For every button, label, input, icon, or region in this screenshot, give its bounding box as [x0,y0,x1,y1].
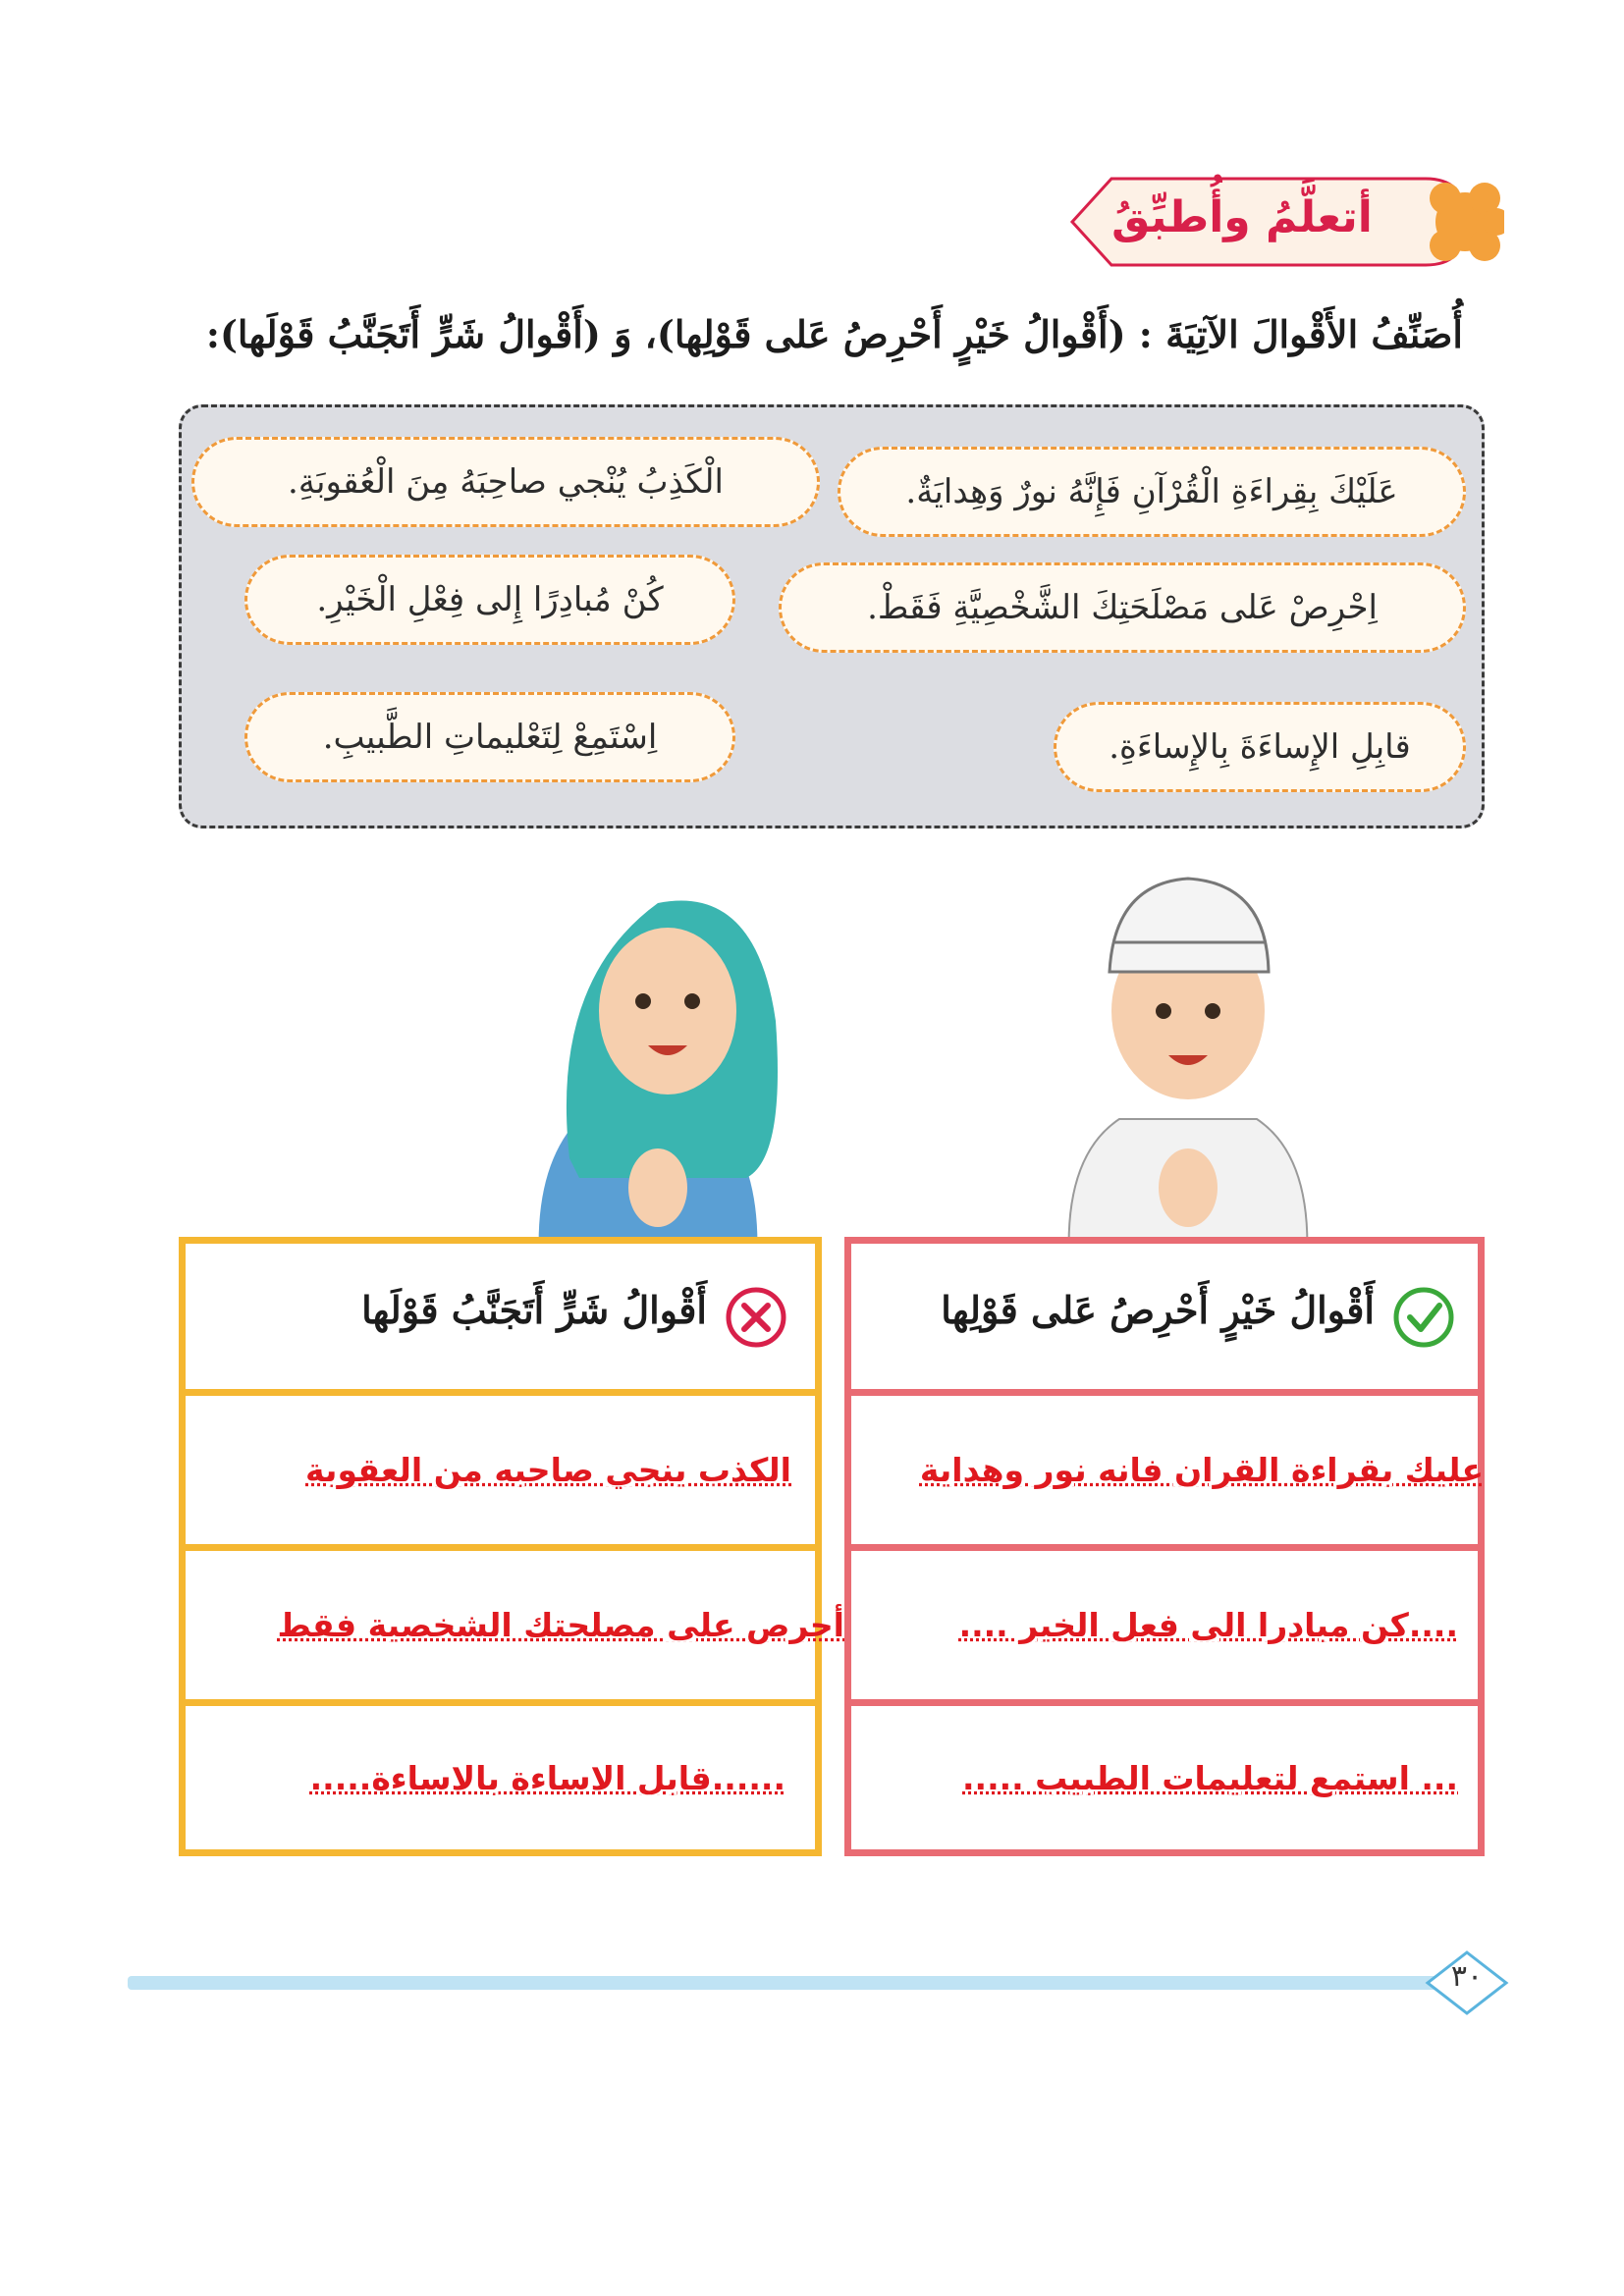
good-answer-cell[interactable] [844,1389,1485,1551]
bad-answer-text: الكذب ينجي صاحبه من العقوبة [305,1451,791,1489]
phrase-pill[interactable]: قابِلِ الإِساءَةَ بِالإِساءَةِ. [1054,702,1466,792]
girl-figure [539,901,778,1277]
bad-answer-cell[interactable] [179,1699,822,1856]
bad-sayings-heading: أَقْوالُ شَرٍّ أَتَجَنَّبُ قَوْلَها [361,1288,707,1332]
good-sayings-heading: أَقْوالُ خَيْرٍ أَحْرِصُ عَلى قَوْلِها [941,1288,1375,1332]
phrase-pill[interactable]: عَلَيْكَ بِقِراءَةِ الْقُرْآنِ فَإِنَّهُ نورٌ وَهِدايَةٌ. [838,447,1466,537]
boy-figure [1069,879,1308,1276]
children-illustration [511,864,1473,1276]
bad-answer-cell[interactable] [179,1544,844,1706]
bad-answer-text: ......قابل الاساءة بالاساءة..... [309,1758,785,1797]
phrases-panel [179,404,1485,828]
bad-answer-cell[interactable] [179,1389,822,1551]
phrase-pill[interactable]: اِحْرِصْ عَلى مَصْلَحَتِكَ الشَّخْصِيَّةِ فَقَطْ. [779,562,1466,653]
good-answer-cell[interactable] [844,1699,1485,1856]
phrase-pill[interactable]: كُنْ مُبادِرًا إِلى فِعْلِ الْخَيْرِ. [244,555,735,645]
instruction-text: أُصَنِّفُ الأَقْوالَ الآتِيَةَ : (أَقْوالُ خَيْرٍ أَحْرِصُ عَلى قَوْلِها)، وَ (أَقْوالُ شَرٍّ أَتَجَنَّبُ قَوْلَها): [205,312,1463,356]
page-number: ٣٠ [1450,1959,1484,1994]
good-answer-cell[interactable] [844,1544,1485,1706]
phrase-pill[interactable]: اِسْتَمِعْ لِتَعْليماتِ الطَّبيبِ. [244,692,735,782]
x-circle-icon [725,1286,787,1349]
bad-answer-text: أحرص على مصلحتك الشخصية فقط [277,1606,844,1644]
footer-bar [128,1976,1453,1990]
phrase-pill[interactable]: الْكَذِبُ يُنْجي صاحِبَهُ مِنَ الْعُقوبَةِ. [191,437,820,527]
good-answer-text: عليك بقراءة القران فانه نور وهداية [919,1451,1484,1489]
check-circle-icon [1392,1286,1455,1349]
section-title: أتعلَّمُ وأُطبِّقُ [1111,192,1373,242]
orange-flower-icon [1430,183,1504,261]
good-answer-text: ....كن مبادرا الى فعل الخير .... [958,1606,1458,1644]
good-answer-text: ... استمع لتعليمات الطبيب ..... [962,1758,1458,1797]
